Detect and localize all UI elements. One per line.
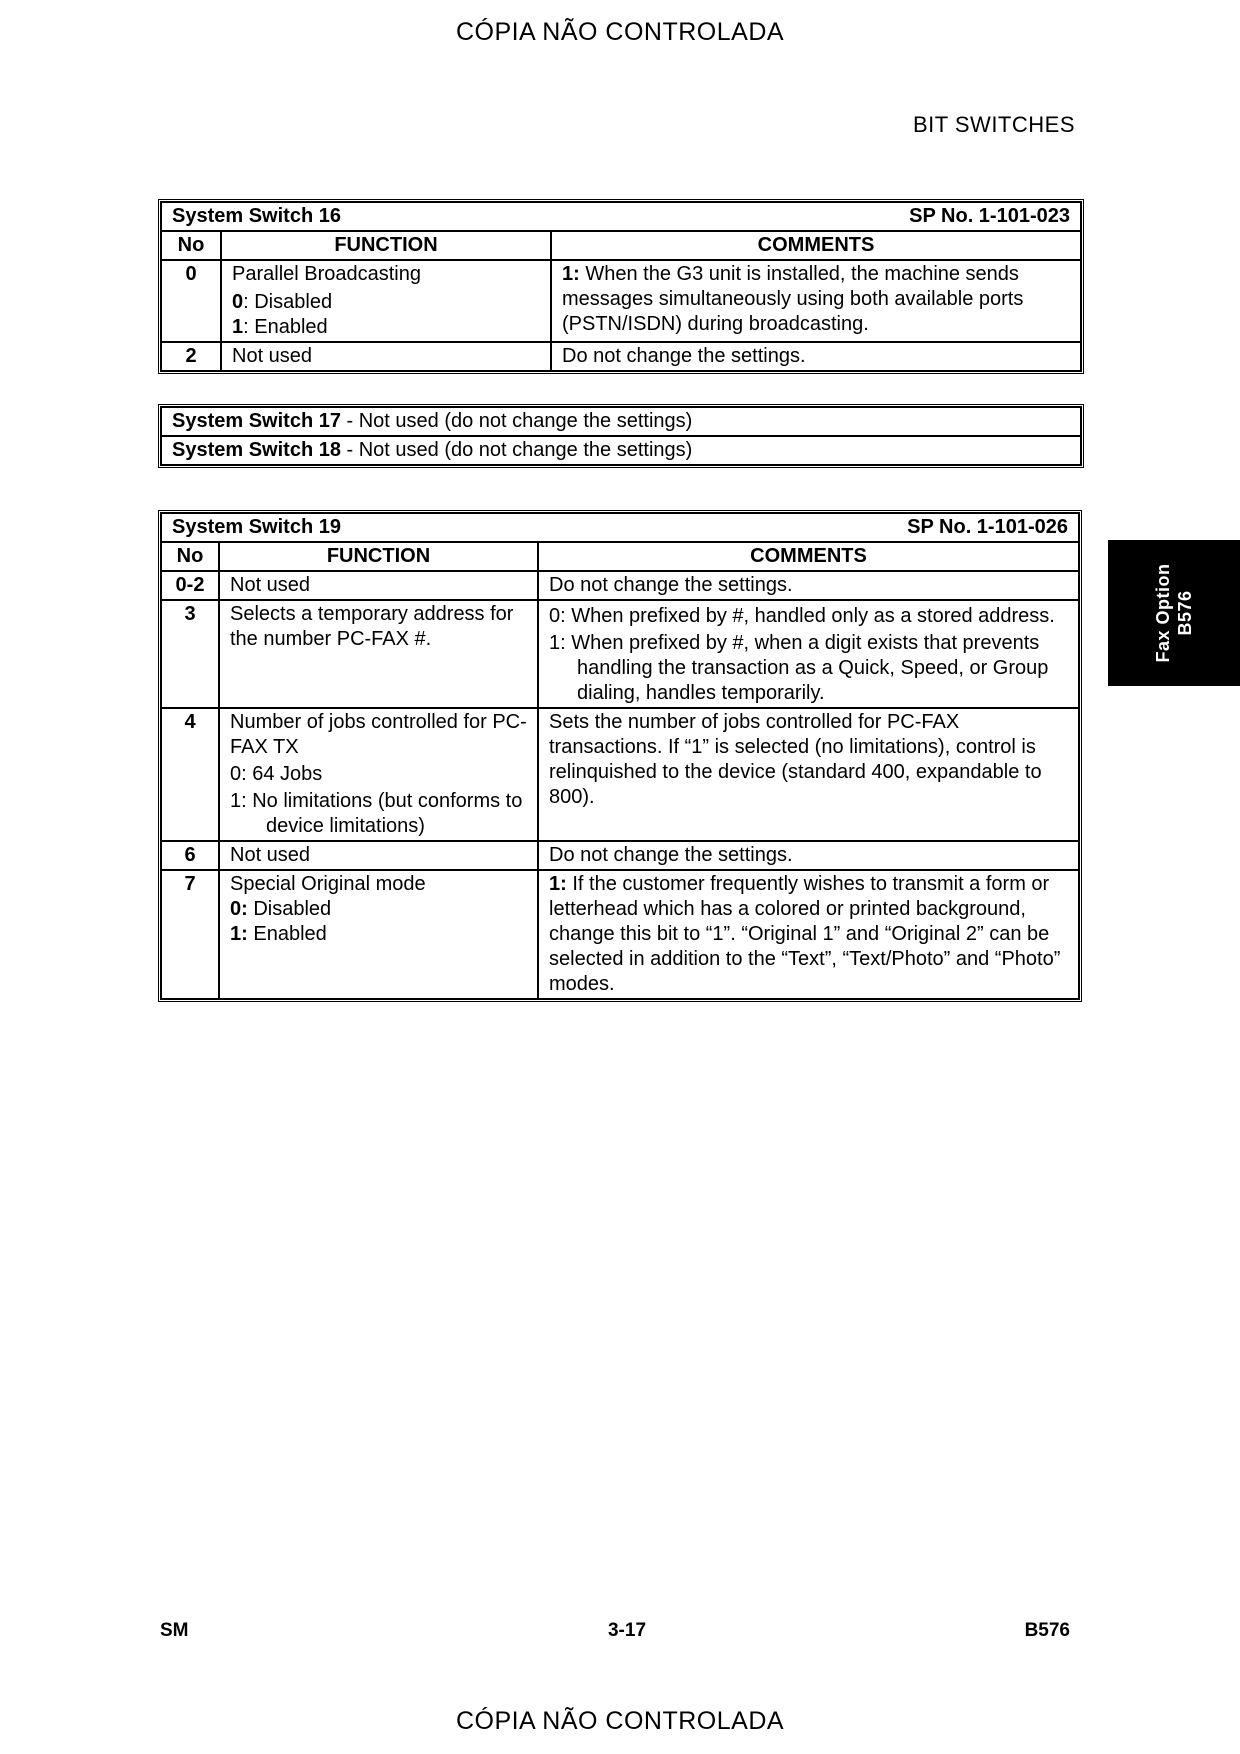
option-0-text: : Disabled xyxy=(243,291,333,313)
function-cell xyxy=(221,260,551,342)
table-row xyxy=(161,708,1079,841)
option-0-key: 0 xyxy=(232,291,244,313)
watermark-bottom: CÓPIA NÃO CONTROLADA xyxy=(455,1707,785,1735)
side-tab-line2: B576 xyxy=(1175,590,1195,636)
table-title: System Switch 19 xyxy=(172,516,341,538)
watermark-top: CÓPIA NÃO CONTROLADA xyxy=(455,18,785,46)
option-0: 0: 64 Jobs xyxy=(230,763,323,785)
comment-cell xyxy=(538,600,1079,708)
col-header-comments: COMMENTS xyxy=(551,231,1081,260)
function-title: Number of jobs controlled for PC-FAX TX xyxy=(230,711,527,758)
bit-number: 0 xyxy=(161,260,221,342)
option-0-key: 0: xyxy=(230,898,248,920)
system-switch-16-table xyxy=(158,199,1084,374)
option-1-text: : Enabled xyxy=(243,316,328,338)
option-1-key: 1: xyxy=(230,923,248,945)
side-tab xyxy=(1108,540,1240,686)
comment-key: 1: xyxy=(549,873,567,895)
option-1-text: Enabled xyxy=(247,923,327,945)
comment-cell: Do not change the settings. xyxy=(538,571,1079,600)
col-header-function: FUNCTION xyxy=(219,542,538,571)
col-header-no: No xyxy=(161,231,221,260)
bit-number: 3 xyxy=(161,600,219,708)
side-tab-line1: Fax Option xyxy=(1153,563,1173,663)
switch-18-text: - Not used (do not change the settings) xyxy=(340,439,693,461)
footer-right: B576 xyxy=(1024,1620,1070,1641)
function-cell xyxy=(219,708,538,841)
option-1 xyxy=(230,922,527,947)
system-switch-17-18-table xyxy=(158,404,1084,468)
comment-text: When the G3 unit is installed, the machine sends messages simultaneously using both available ports (PSTN/ISDN) during broadcasting. xyxy=(562,263,1024,335)
column-header-row xyxy=(161,231,1081,260)
function-cell: Not used xyxy=(219,571,538,600)
table-title: System Switch 16 xyxy=(172,205,341,227)
col-header-function: FUNCTION xyxy=(221,231,551,260)
col-header-no: No xyxy=(161,542,219,571)
bit-number: 4 xyxy=(161,708,219,841)
table-row xyxy=(161,870,1079,999)
function-cell: Selects a temporary address for the number PC-FAX #. xyxy=(219,600,538,708)
switch-17-cell xyxy=(161,407,1081,436)
bit-number: 0-2 xyxy=(161,571,219,600)
option-1-key: 1 xyxy=(232,316,244,338)
sp-number: SP No. 1-101-023 xyxy=(909,205,1070,227)
switch-17-title: System Switch 17 xyxy=(172,410,341,432)
footer-left: SM xyxy=(160,1620,189,1641)
column-header-row xyxy=(161,542,1079,571)
sp-number: SP No. 1-101-026 xyxy=(907,516,1068,538)
table-header-row xyxy=(161,202,1081,231)
comment-text: If the customer frequently wishes to transmit a form or letterhead which has a colored or printed background, change this bit to “1”. “Original 1” and “Original 2” can be selected in addition to the “Text”, “Text/Photo” and “Photo” modes. xyxy=(549,873,1061,995)
table-row xyxy=(161,342,1081,371)
section-header: BIT SWITCHES xyxy=(912,112,1075,137)
option-0-text: Disabled xyxy=(247,898,332,920)
table-row xyxy=(161,571,1079,600)
option-0 xyxy=(232,290,540,315)
comment-key: 1: xyxy=(562,263,580,285)
function-cell xyxy=(219,870,538,999)
table-header-row xyxy=(161,513,1079,542)
table-row xyxy=(161,260,1081,342)
comment-cell xyxy=(538,870,1079,999)
comment-cell xyxy=(551,260,1081,342)
table-row xyxy=(161,436,1081,465)
bit-number: 6 xyxy=(161,841,219,870)
function-cell: Not used xyxy=(221,342,551,371)
function-title: Special Original mode xyxy=(230,873,426,895)
switch-18-title: System Switch 18 xyxy=(172,439,341,461)
bit-number: 7 xyxy=(161,870,219,999)
option-1 xyxy=(232,315,540,340)
comment-cell: Do not change the settings. xyxy=(538,841,1079,870)
comment-cell: Do not change the settings. xyxy=(551,342,1081,371)
function-cell: Not used xyxy=(219,841,538,870)
side-tab-text xyxy=(1152,564,1196,663)
bit-number: 2 xyxy=(161,342,221,371)
comment-cell: Sets the number of jobs controlled for PC-FAX transactions. If “1” is selected (no limitations), control is relinquished to the device (standard 400, expandable to 800). xyxy=(538,708,1079,841)
comment-option-0: 0: When prefixed by #, handled only as a stored address. xyxy=(549,605,1055,627)
switch-17-text: - Not used (do not change the settings) xyxy=(340,410,693,432)
table-row xyxy=(161,407,1081,436)
function-title: Parallel Broadcasting xyxy=(232,263,421,285)
table-row xyxy=(161,841,1079,870)
system-switch-19-table xyxy=(158,510,1082,1002)
col-header-comments: COMMENTS xyxy=(538,542,1079,571)
option-0 xyxy=(230,897,527,922)
footer-page-number: 3-17 xyxy=(607,1620,647,1641)
option-1: 1: No limitations (but conforms to device limitations) xyxy=(230,790,523,837)
switch-18-cell xyxy=(161,436,1081,465)
comment-option-1: 1: When prefixed by #, when a digit exists that prevents handling the transaction as a Quick, Speed, or Group dialing, handles temporarily. xyxy=(549,632,1049,704)
table-row xyxy=(161,600,1079,708)
